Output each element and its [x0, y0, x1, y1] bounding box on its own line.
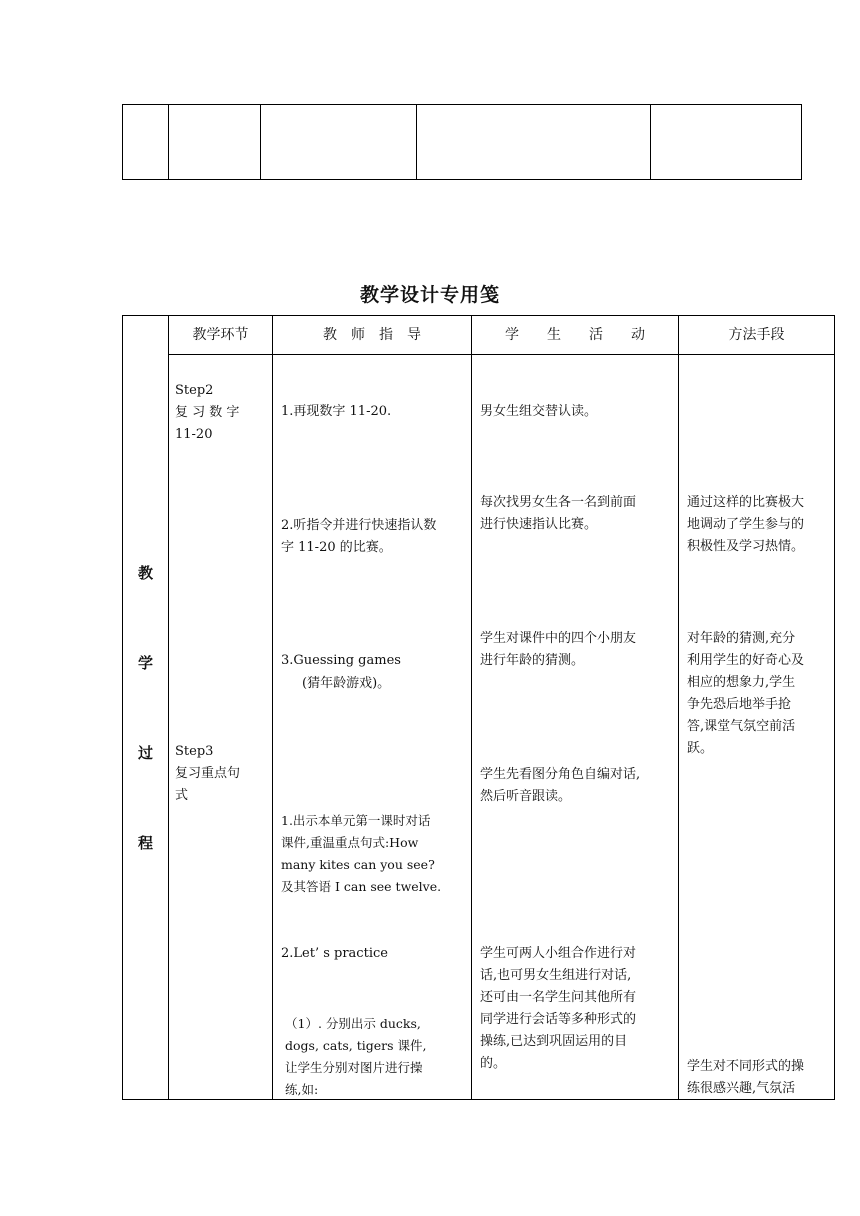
- student-item: 学生先看图分角色自编对话, 然后听音跟读。: [480, 767, 641, 804]
- student-item: 男女生组交替认读。: [480, 404, 598, 419]
- teacher-item: (猜年龄游戏)。: [302, 676, 391, 691]
- method-item: 学生对不同形式的操 练很感兴趣,气氛活: [687, 1059, 805, 1096]
- side-label-char: 程: [137, 834, 153, 852]
- teacher-item: 1.出示本单元第一课时对话 课件,重温重点句式:How many kites can you see? 及其答语 I can see twelve.: [281, 813, 442, 894]
- side-label-char: 过: [137, 744, 153, 762]
- student-item: 学生可两人小组合作进行对 话,也可男女生组进行对话, 还可由一名学生问其他所有 同学进行会话等多种形式的 操练,已达到巩固运用的目 的。: [480, 946, 637, 1071]
- side-label-char: 学: [137, 654, 153, 672]
- teacher-item: 2.听指令并进行快速指认数 字 11-20 的比赛。: [281, 518, 437, 555]
- header-method: 方法手段: [728, 327, 785, 343]
- teacher-item: 3.Guessing games: [281, 653, 401, 668]
- student-item: 每次找男女生各一名到前面 进行快速指认比赛。: [480, 495, 637, 532]
- method-item: 对年龄的猜测,充分 利用学生的好奇心及 相应的想象力,学生 争先恐后地举手抢 答,课堂气氛空前活 跃。: [687, 631, 805, 756]
- student-item: 学生对课件中的四个小朋友 进行年龄的猜测。: [480, 631, 637, 668]
- teacher-item: 2.Let’ s practice: [281, 946, 388, 961]
- method-item: 通过这样的比赛极大 地调动了学生参与的 积极性及学习热情。: [687, 495, 805, 554]
- header-student: 学 生 活 动: [505, 327, 645, 343]
- teacher-item: 1.再现数字 11-20.: [281, 404, 392, 419]
- side-label-char: 教: [137, 564, 153, 582]
- teacher-item: （1）. 分别出示 ducks, dogs, cats, tigers 课件, 让学生分别对图片进行操 练,如:: [285, 1016, 427, 1097]
- stage-step2: Step2 复 习 数 字 11-20: [175, 383, 240, 442]
- stage-step3: Step3 复习重点句 式: [175, 744, 241, 803]
- header-teacher: 教 师 指 导: [323, 327, 421, 343]
- header-stage: 教学环节: [192, 327, 249, 343]
- page-title: 教学设计专用笺: [359, 284, 500, 306]
